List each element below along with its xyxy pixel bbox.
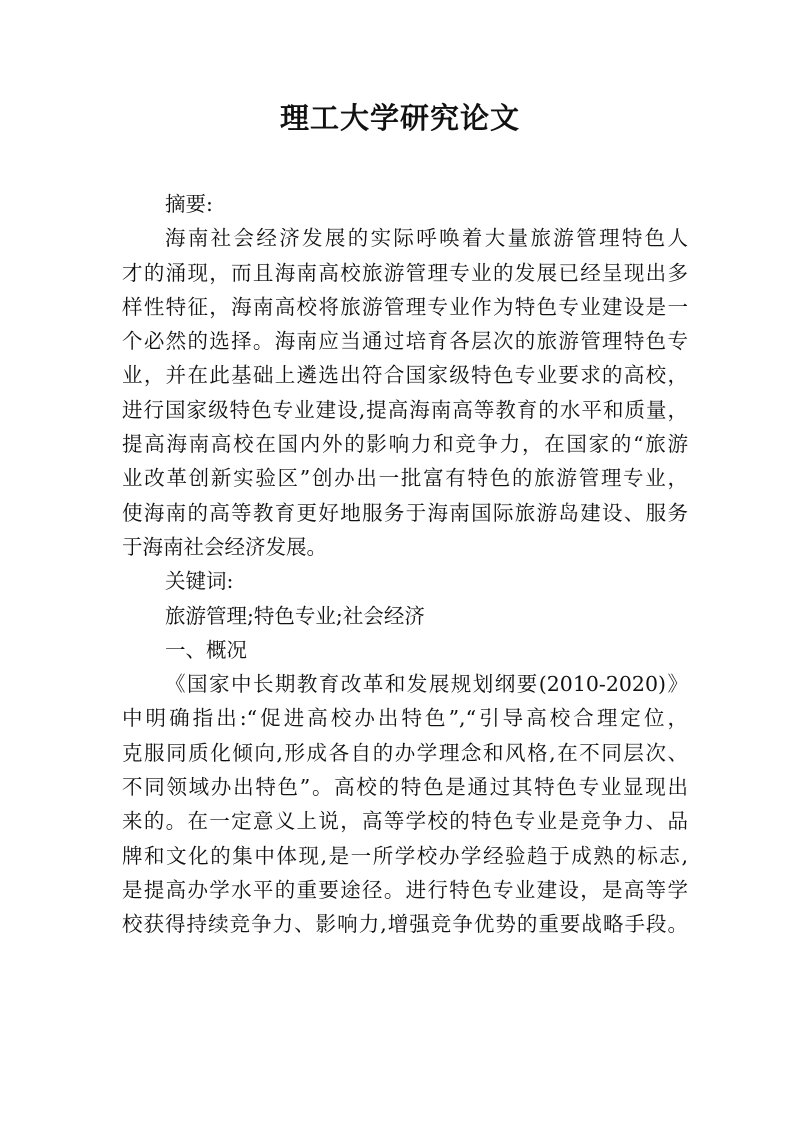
section-line: 是提高办学水平的重要途径。进行特色专业建设，是高等学: [122, 877, 688, 902]
section-line: 中明确指出:“促进高校办出特色”,“引导高校合理定位，: [122, 706, 688, 731]
section-paragraph: [122, 667, 688, 941]
section-line: 牌和文化的集中体现,是一所学校办学经验趋于成熟的标志,: [122, 843, 688, 868]
document-title: 理工大学研究论文: [279, 101, 520, 135]
document-body: [122, 187, 688, 942]
abstract-paragraph: [122, 221, 688, 564]
abstract-line: 样性特征，海南高校将旅游管理专业作为特色专业建设是一: [122, 294, 688, 319]
abstract-line: 个必然的选择。海南应当通过培育各层次的旅游管理特色专: [122, 329, 688, 354]
abstract-line: 业，并在此基础上遴选出符合国家级特色专业要求的高校，: [122, 363, 688, 388]
abstract-line: 才的涌现，而且海南高校旅游管理专业的发展已经呈现出多: [122, 260, 688, 285]
section-line: 来的。在一定意义上说，高等学校的特色专业是竞争力、品: [122, 809, 688, 834]
section-line: 《国家中长期教育改革和发展规划纲要(2010-2020)》: [165, 672, 688, 697]
abstract-heading: 摘要:: [165, 192, 213, 216]
abstract-line: 海南社会经济发展的实际呼唤着大量旅游管理特色人: [165, 226, 688, 251]
section-line: 不同领域办出特色”。高校的特色是通过其特色专业显现出: [122, 775, 688, 800]
keywords-text: 旅游管理;特色专业;社会经济: [165, 603, 425, 628]
abstract-line: 业改革创新实验区”创办出一批富有特色的旅游管理专业，: [122, 466, 688, 491]
abstract-line: 提高海南高校在国内外的影响力和竞争力，在国家的“旅游: [122, 432, 688, 457]
abstract-line: 使海南的高等教育更好地服务于海南国际旅游岛建设、服务: [122, 500, 688, 525]
section-line: 克服同质化倾向,形成各自的办学理念和风格,在不同层次、: [122, 740, 688, 765]
keywords-heading: 关键词:: [165, 569, 234, 594]
section-heading: 一、概况: [165, 637, 247, 662]
abstract-line: 进行国家级特色专业建设,提高海南高等教育的水平和质量，: [122, 397, 688, 422]
section-line: 校获得持续竞争力、影响力,增强竞争优势的重要战略手段。: [122, 912, 688, 937]
abstract-line: 于海南社会经济发展。: [122, 534, 327, 559]
